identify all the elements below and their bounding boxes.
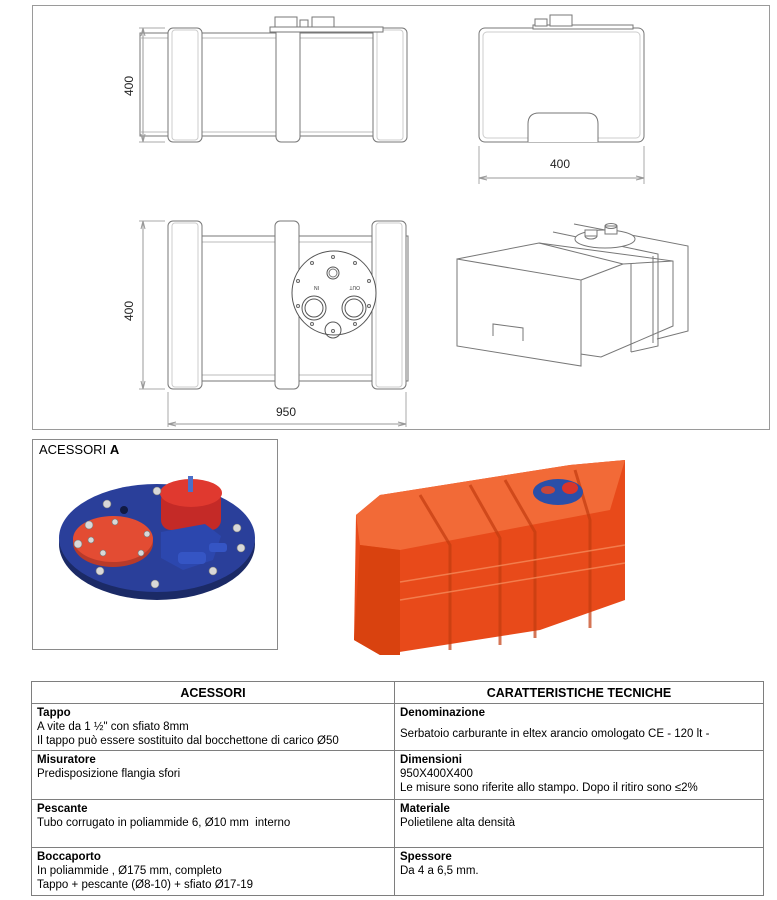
- technical-drawings: [33, 6, 771, 431]
- flange-out-label: OUT: [349, 284, 360, 290]
- cell-title: Misuratore: [37, 754, 96, 766]
- table-header-accessories: ACESSORI: [32, 682, 395, 704]
- side-view-drawing: [139, 17, 407, 142]
- cell-text: In poliammide , Ø175 mm, completo: [37, 865, 222, 877]
- cell-text: 950X400X400: [400, 768, 473, 780]
- cell-title: Tappo: [37, 707, 71, 719]
- flange-accessory-photo: [33, 440, 279, 651]
- spec-cell-materiale: [395, 800, 764, 848]
- cell-title: Pescante: [37, 803, 88, 815]
- orange-tank-photo: [340, 450, 630, 670]
- cell-title: Boccaporto: [37, 851, 101, 863]
- spec-cell-dimensioni: [395, 751, 764, 800]
- table-row: [32, 848, 764, 896]
- spec-cell-denominazione: [395, 704, 764, 751]
- accessories-title-text: ACESSORI: [39, 442, 107, 457]
- end-view-width-label: 400: [550, 157, 571, 171]
- cell-text: A vite da 1 ½" con sfiato 8mm: [37, 721, 189, 733]
- cell-text: Tappo + pescante (Ø8-10) + sfiato Ø17-19: [37, 879, 254, 891]
- top-view-drawing: [139, 221, 408, 427]
- accessories-title-suffix: A: [109, 442, 120, 457]
- specification-table: [31, 681, 764, 896]
- cell-text: Da 4 a 6,5 mm.: [400, 865, 479, 877]
- isometric-view-drawing: [457, 224, 688, 367]
- accessory-cell-boccaporto: [32, 848, 395, 896]
- accessory-cell-pescante: [32, 800, 395, 848]
- side-view-height-label: 400: [122, 75, 136, 96]
- flange-in-label: IN: [314, 284, 319, 290]
- table-row: [32, 800, 764, 848]
- spec-cell-spessore: [395, 848, 764, 896]
- cell-text: Il tappo può essere sostituito dal bocchettone di carico Ø50: [37, 735, 339, 747]
- top-view-height-label: 400: [122, 300, 136, 321]
- cell-text: Le misure sono riferite allo stampo. Dopo il ritiro sono ≤2%: [400, 782, 698, 794]
- accessories-photo-box: [32, 439, 278, 650]
- cell-title: Dimensioni: [400, 754, 462, 766]
- cell-text: Tubo corrugato in poliammide 6, Ø10 mm interno: [37, 817, 291, 829]
- top-view-length-label: 950: [276, 405, 297, 419]
- technical-drawing-frame: [32, 5, 770, 430]
- cell-title: Spessore: [400, 851, 452, 863]
- table-row: [32, 704, 764, 751]
- accessory-cell-tappo: [32, 704, 395, 751]
- table-header-technical-specs: CARATTERISTICHE TECNICHE: [395, 682, 764, 704]
- cell-text: Polietilene alta densità: [400, 817, 516, 829]
- accessory-cell-misuratore: [32, 751, 395, 800]
- cell-title: Materiale: [400, 803, 450, 815]
- table-row: [32, 751, 764, 800]
- cell-title: Denominazione: [400, 707, 485, 719]
- cell-text: Serbatoio carburante in eltex arancio omologato CE - 120 lt -: [400, 728, 710, 740]
- cell-text: Predisposizione flangia sfori: [37, 768, 181, 780]
